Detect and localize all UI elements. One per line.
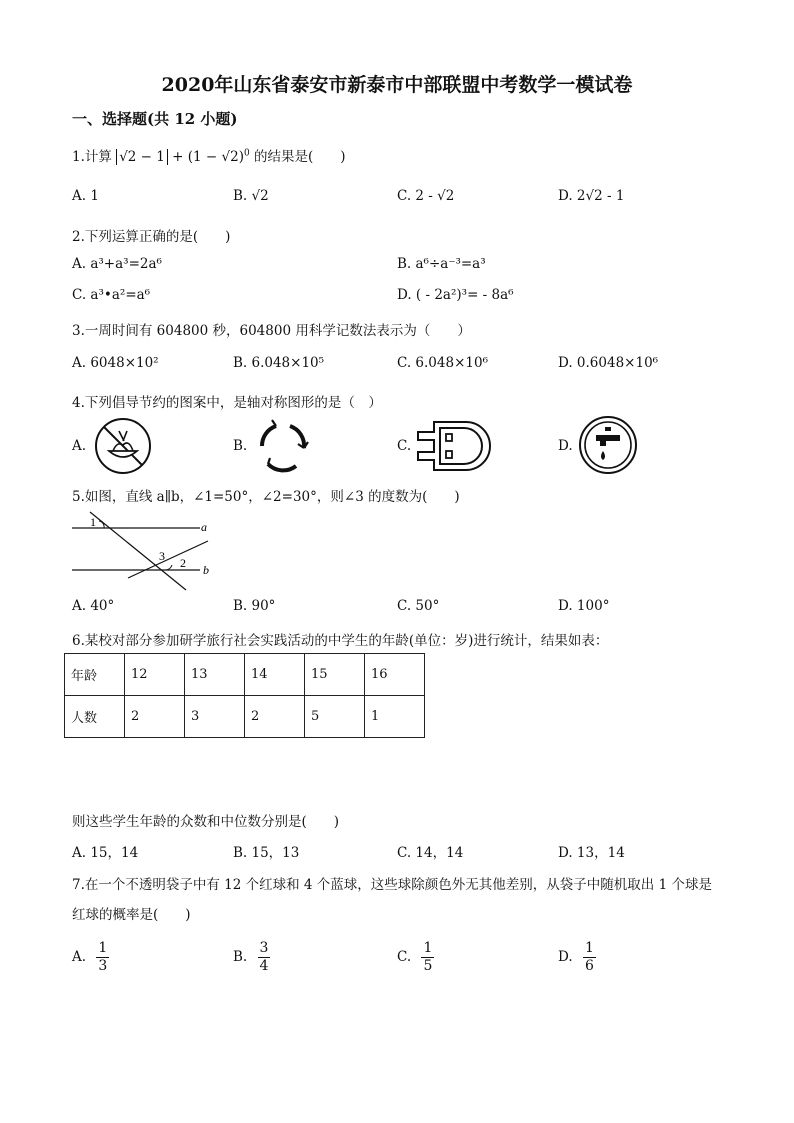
q5-option-a[interactable]: A. 40° [72,598,115,614]
denominator: 3 [98,958,108,974]
fraction [96,940,109,975]
line-a-label: a [201,520,207,534]
q1-option-a[interactable]: A. 1 [72,188,99,204]
q6-option-c[interactable]: C. 14，14 [397,845,464,861]
section-heading: 一、选择题(共 12 小题) [72,110,238,128]
question-2: 2.下列运算正确的是( ) [72,229,231,245]
parallel-lines-figure [68,508,228,592]
table-cell: 16 [365,654,425,696]
numerator: 1 [584,940,594,956]
q3-option-d[interactable]: D. 0.6048×10⁶ [558,355,659,371]
q2-option-b[interactable]: B. a⁶÷a⁻³=a³ [397,256,486,272]
q1-option-d[interactable]: D. 2√2 - 1 [558,188,625,204]
q7-option-b-label: B. [233,949,248,965]
fraction [258,940,271,975]
q7-option-b[interactable] [233,940,270,975]
q1-option-c[interactable]: C. 2 - √2 [397,188,455,204]
table-row [65,696,425,738]
q1-exponent: 0 [243,148,250,159]
question-6: 6.某校对部分参加研学旅行社会实践活动的中学生的年龄(单位：岁)进行统计，结果如表： [72,633,609,649]
denominator: 5 [423,958,433,974]
plug-icon [414,418,494,474]
save-food-icon [93,417,153,475]
fraction [583,940,596,975]
q3-option-c[interactable]: C. 6.048×10⁶ [397,355,488,371]
q3-option-b[interactable]: B. 6.048×10⁵ [233,355,325,371]
q4-option-d[interactable]: D. [558,438,573,454]
q1-suffix: 的结果是( ) [254,149,346,165]
q6-question: 则这些学生年龄的众数和中位数分别是( ) [72,814,340,830]
q1-option-b[interactable]: B. √2 [233,188,269,204]
q7-option-d-label: D. [558,949,573,965]
denominator: 6 [584,958,594,974]
q1-power-expr: + (1 − √2) [172,149,244,165]
q7-option-c-label: C. [397,949,412,965]
q4-option-c[interactable]: C. [397,438,412,454]
q7-option-a-label: A. [72,949,87,965]
denominator: 4 [259,958,269,974]
question-7-line-1: 7.在一个不透明袋子中有 12 个红球和 4 个蓝球，这些球除颜色外无其他差别，从袋子中随机取出 1 个球是 [72,877,712,893]
table-cell: 2 [245,696,305,738]
table-cell: 14 [245,654,305,696]
table-cell: 3 [185,696,245,738]
table-cell: 15 [305,654,365,696]
table-cell: 人数 [65,696,125,738]
q3-option-a[interactable]: A. 6048×10² [72,355,159,371]
numerator: 3 [259,940,269,956]
question-1 [72,145,346,165]
table-cell: 5 [305,696,365,738]
faucet-icon [578,415,638,475]
q5-option-b[interactable]: B. 90° [233,598,276,614]
angle-3-label: 3 [159,549,165,563]
q2-option-d[interactable]: D. ( - 2a²)³= - 8a⁶ [397,287,514,303]
angle-1-label: 1 [90,515,96,529]
question-5: 5.如图，直线 a∥b，∠1=50°，∠2=30°，则∠3 的度数为( ) [72,489,460,505]
question-4: 4.下列倡导节约的图案中，是轴对称图形的是（ ） [72,395,382,411]
table-cell: 13 [185,654,245,696]
line-b-label: b [203,563,209,577]
question-3: 3.一周时间有 604800 秒，604800 用科学记数法表示为（ ） [72,323,471,339]
numerator: 1 [98,940,108,956]
q7-option-d[interactable] [558,940,596,975]
q6-option-a[interactable]: A. 15，14 [72,845,139,861]
q1-abs-expr: √2 − 1 [116,149,168,165]
page-title: 2020年山东省泰安市新泰市中部联盟中考数学一模试卷 [161,74,633,96]
numerator: 1 [423,940,433,956]
age-table [64,653,425,738]
q6-option-d[interactable]: D. 13，14 [558,845,625,861]
recycle-icon [252,416,314,476]
q6-option-b[interactable]: B. 15，13 [233,845,300,861]
table-cell: 2 [125,696,185,738]
q2-option-a[interactable]: A. a³+a³=2a⁶ [72,256,162,272]
q7-option-a[interactable] [72,940,109,975]
fraction [421,940,434,975]
q2-option-c[interactable]: C. a³•a²=a⁶ [72,287,151,303]
q5-option-c[interactable]: C. 50° [397,598,440,614]
angle-2-label: 2 [180,556,186,570]
table-cell: 12 [125,654,185,696]
table-cell: 年龄 [65,654,125,696]
q4-option-a[interactable]: A. [72,438,87,454]
q5-option-d[interactable]: D. 100° [558,598,610,614]
q4-option-b[interactable]: B. [233,438,248,454]
q7-option-c[interactable] [397,940,434,975]
table-row [65,654,425,696]
question-7-line-2: 红球的概率是( ) [72,907,191,923]
table-cell: 1 [365,696,425,738]
q1-prefix: 1.计算 [72,149,112,165]
